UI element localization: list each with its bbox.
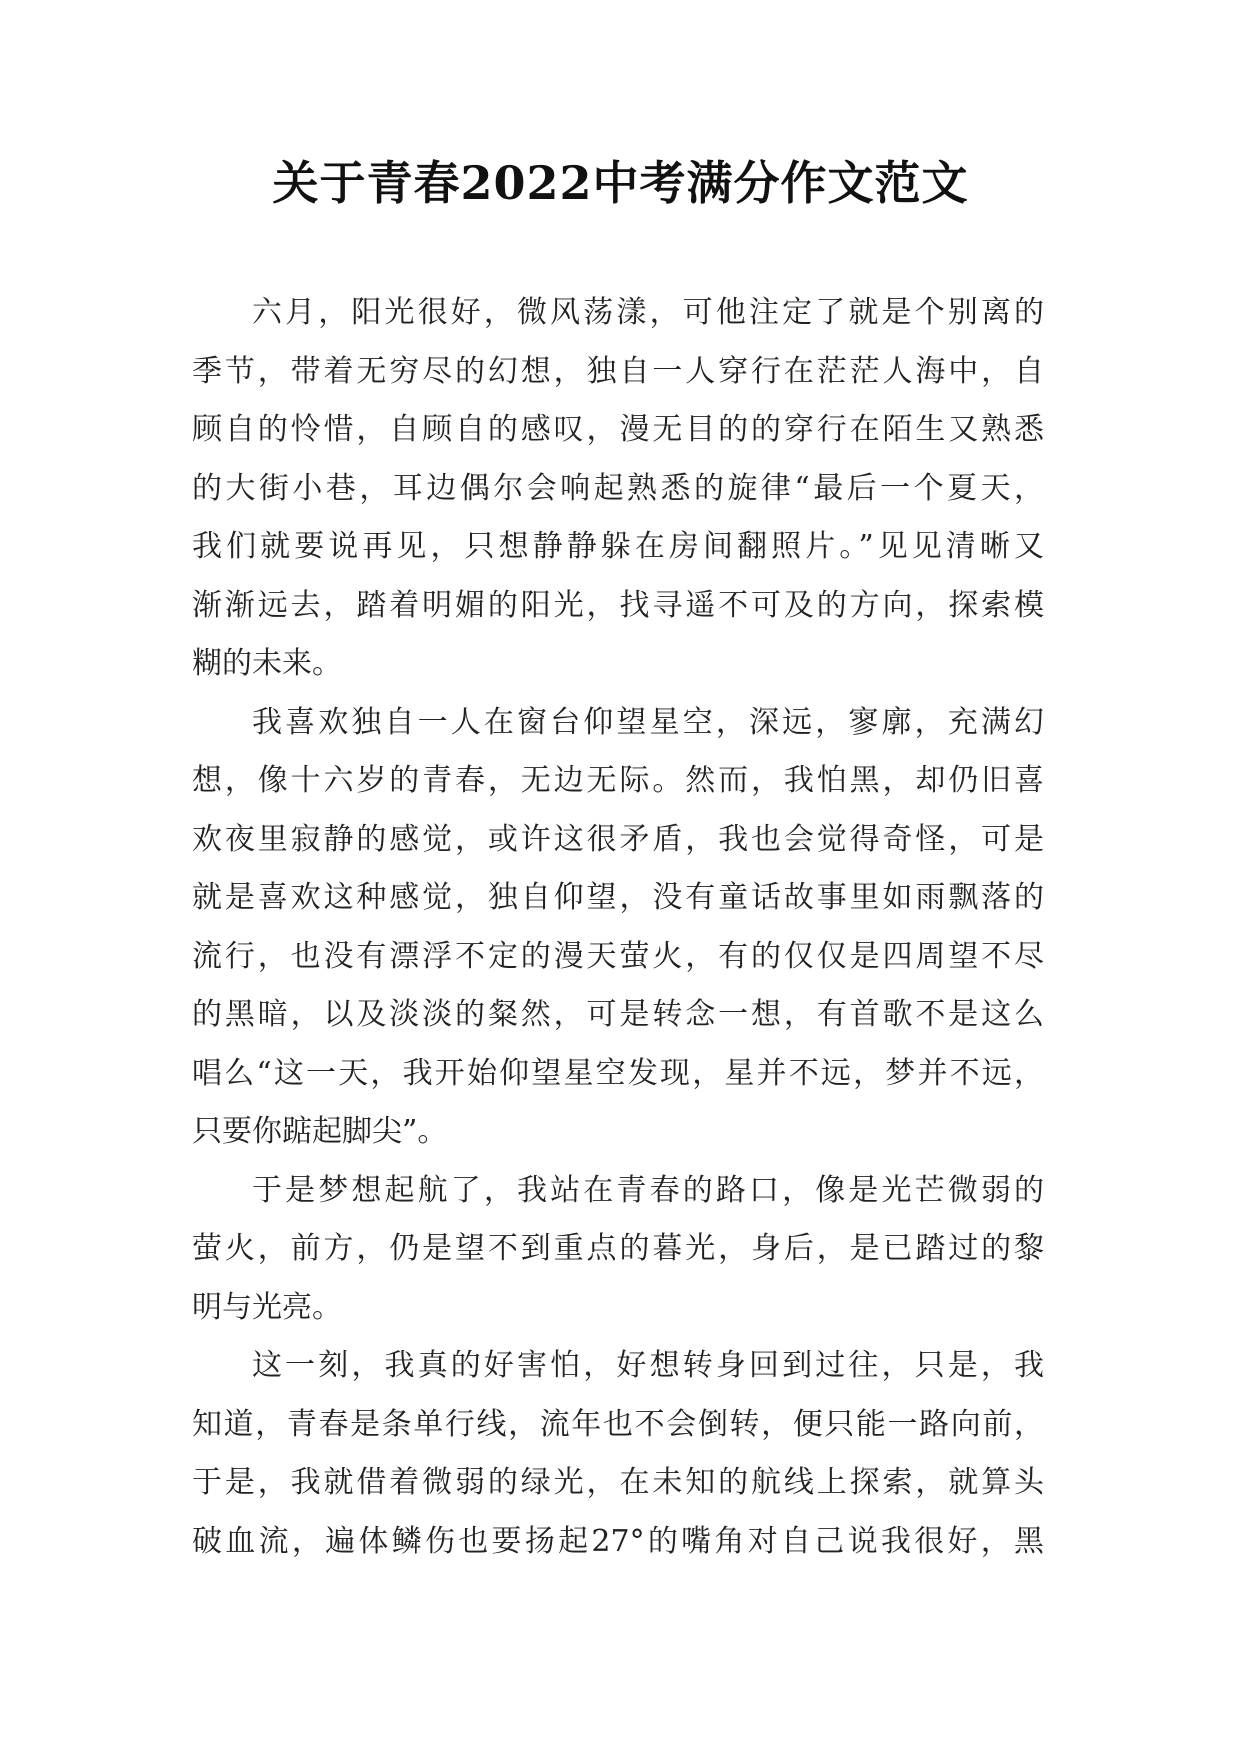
paragraph-4 [192, 1337, 1044, 1571]
text-line: 我喜欢独自一人在窗台仰望星空，深远，寥廓，充满幻 [252, 704, 1044, 740]
text-line: 我们就要说再见，只想静静躲在房间翻照片。”见见清晰又 [192, 529, 1044, 564]
text-line: 就是喜欢这种感觉，独自仰望，没有童话故事里如雨飘落的 [192, 880, 1044, 915]
text-line: 顾自的怜惜，自顾自的感叹，漫无目的的穿行在陌生又熟悉 [192, 412, 1044, 447]
paragraph-2 [192, 694, 1044, 1162]
text-line: 于是梦想起航了，我站在青春的路口，像是光芒微弱的 [252, 1172, 1044, 1208]
text-line: 欢夜里寂静的感觉，或许这很矛盾，我也会觉得奇怪，可是 [192, 821, 1044, 857]
text-line: 渐渐远去，踏着明媚的阳光，找寻遥不可及的方向，探索模 [192, 587, 1044, 623]
text-line: 季节，带着无穷尽的幻想，独自一人穿行在茫茫人海中，自 [192, 353, 1044, 389]
text-line: 破血流，遍体鳞伤也要扬起27°的嘴角对自己说我很好，黑 [192, 1523, 1044, 1559]
document-title: 关于青春2022中考满分作文范文 [272, 156, 969, 210]
text-line: 的大街小巷，耳边偶尔会响起熟悉的旋律“最后一个夏天， [192, 470, 1044, 506]
text-line: 这一刻，我真的好害怕，好想转身回到过往，只是，我 [252, 1348, 1044, 1383]
text-line: 六月，阳光很好，微风荡漾，可他注定了就是个别离的 [252, 295, 1044, 330]
text-line: 明与光亮。 [192, 1289, 342, 1325]
document-body [192, 284, 1044, 1571]
text-line: 糊的未来。 [192, 646, 342, 681]
text-line: 想，像十六岁的青春，无边无际。然而，我怕黑，却仍旧喜 [192, 763, 1044, 798]
text-line: 于是，我就借着微弱的绿光，在未知的航线上探索，就算头 [192, 1465, 1044, 1500]
text-line: 的黑暗，以及淡淡的粲然，可是转念一想，有首歌不是这么 [192, 997, 1044, 1032]
text-line: 萤火，前方，仍是望不到重点的暮光，身后，是已踏过的黎 [192, 1231, 1044, 1266]
text-line: 知道，青春是条单行线，流年也不会倒转，便只能一路向前， [192, 1406, 1044, 1442]
text-line: 流行，也没有漂浮不定的漫天萤火，有的仅仅是四周望不尽 [192, 938, 1044, 974]
text-line: 只要你踮起脚尖”。 [192, 1114, 448, 1149]
paragraph-1 [192, 284, 1044, 694]
paragraph-3 [192, 1162, 1044, 1338]
text-line: 唱么“这一天，我开始仰望星空发现，星并不远，梦并不远， [192, 1055, 1044, 1091]
